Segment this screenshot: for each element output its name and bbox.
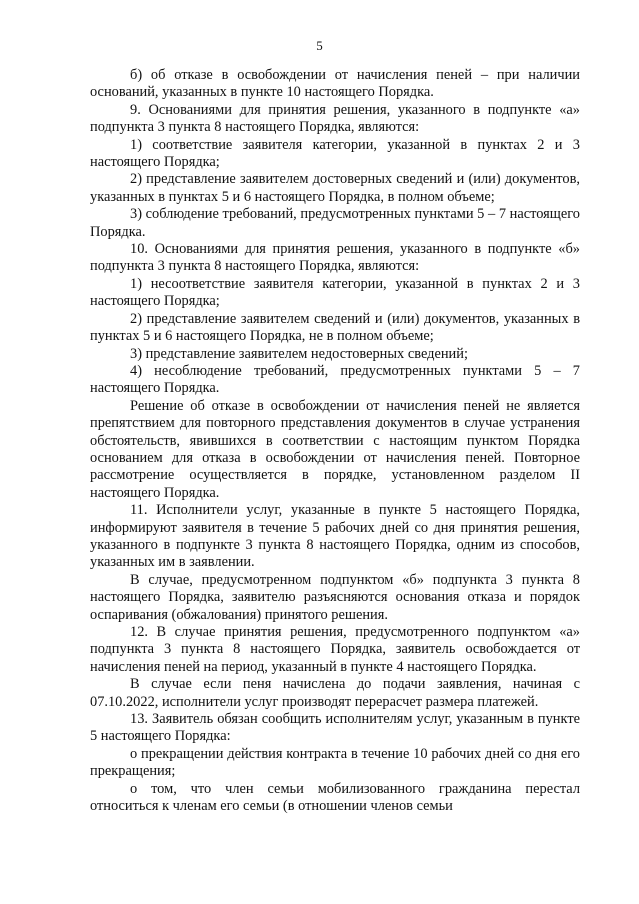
paragraph: б) об отказе в освобождении от начисления пеней – при наличии оснований, указанных в пункте 10 настоящего Порядка.: [90, 67, 580, 101]
paragraph: 2) представление заявителем сведений и (или) документов, указанных в пунктах 5 и 6 настоящего Порядка, не в полном объеме;: [90, 310, 580, 345]
paragraph: 2) представление заявителем достоверных сведений и (или) документов, указанных в пунктах 5 и 6 настоящего Порядка, в полном объеме;: [90, 171, 580, 205]
paragraph: 9. Основаниями для принятия решения, указанного в подпункте «а» подпункта 3 пункта 8 настоящего Порядка, являются:: [90, 101, 580, 136]
paragraph: о том, что член семьи мобилизованного гражданина перестал относиться к членам его семьи (в отношении членов семьи: [90, 780, 580, 815]
paragraph: В случае если пеня начислена до подачи заявления, начиная с 07.10.2022, исполнители услуг производят перерасчет размера платежей.: [90, 676, 580, 710]
paragraph: 3) соблюдение требований, предусмотренных пунктами 5 – 7 настоящего Порядка.: [90, 206, 580, 240]
paragraph: Решение об отказе в освобождении от начисления пеней не является препятствием для повторного представления документов в случае устранения обстоятельств, явившихся в соответствии с настоящим пунктом Порядка основанием для отказа в освобождении от начисления пеней. Повторное рассмотрение осуществляется в порядке, установленном разделом II настоящего Порядка.: [90, 397, 580, 501]
paragraph: 10. Основаниями для принятия решения, указанного в подпункте «б» подпункта 3 пункта 8 настоящего Порядка, являются:: [90, 241, 580, 275]
paragraph: 13. Заявитель обязан сообщить исполнителям услуг, указанным в пункте 5 настоящего Порядка:: [90, 711, 580, 745]
paragraph: 3) представление заявителем недостоверных сведений;: [130, 345, 468, 362]
paragraph: 1) соответствие заявителя категории, указанной в пунктах 2 и 3 настоящего Порядка;: [90, 136, 580, 171]
paragraph: о прекращении действия контракта в течение 10 рабочих дней со дня его прекращения;: [90, 745, 580, 780]
paragraph: 4) несоблюдение требований, предусмотренных пунктами 5 – 7 настоящего Порядка.: [90, 362, 580, 397]
page-number: 5: [316, 38, 323, 53]
paragraph: 1) несоответствие заявителя категории, указанной в пунктах 2 и 3 настоящего Порядка;: [90, 275, 580, 310]
document-body: [90, 67, 580, 815]
paragraph: В случае, предусмотренном подпунктом «б» подпункта 3 пункта 8 настоящего Порядка, заявителю разъясняются основания отказа и порядок оспаривания (обжалования) принятого решения.: [90, 571, 580, 623]
paragraph: 12. В случае принятия решения, предусмотренного подпунктом «а» подпункта 3 пункта 8 настоящего Порядка, заявитель освобождается от начисления пеней на период, указанный в пункте 4 настоящего Порядка.: [90, 624, 580, 675]
paragraph: 11. Исполнители услуг, указанные в пункте 5 настоящего Порядка, информируют заявителя в течение 5 рабочих дней со дня принятия решения, указанного в подпункте 3 пункта 8 настоящего Порядка, одним из способов, указанных им в заявлении.: [90, 502, 580, 571]
